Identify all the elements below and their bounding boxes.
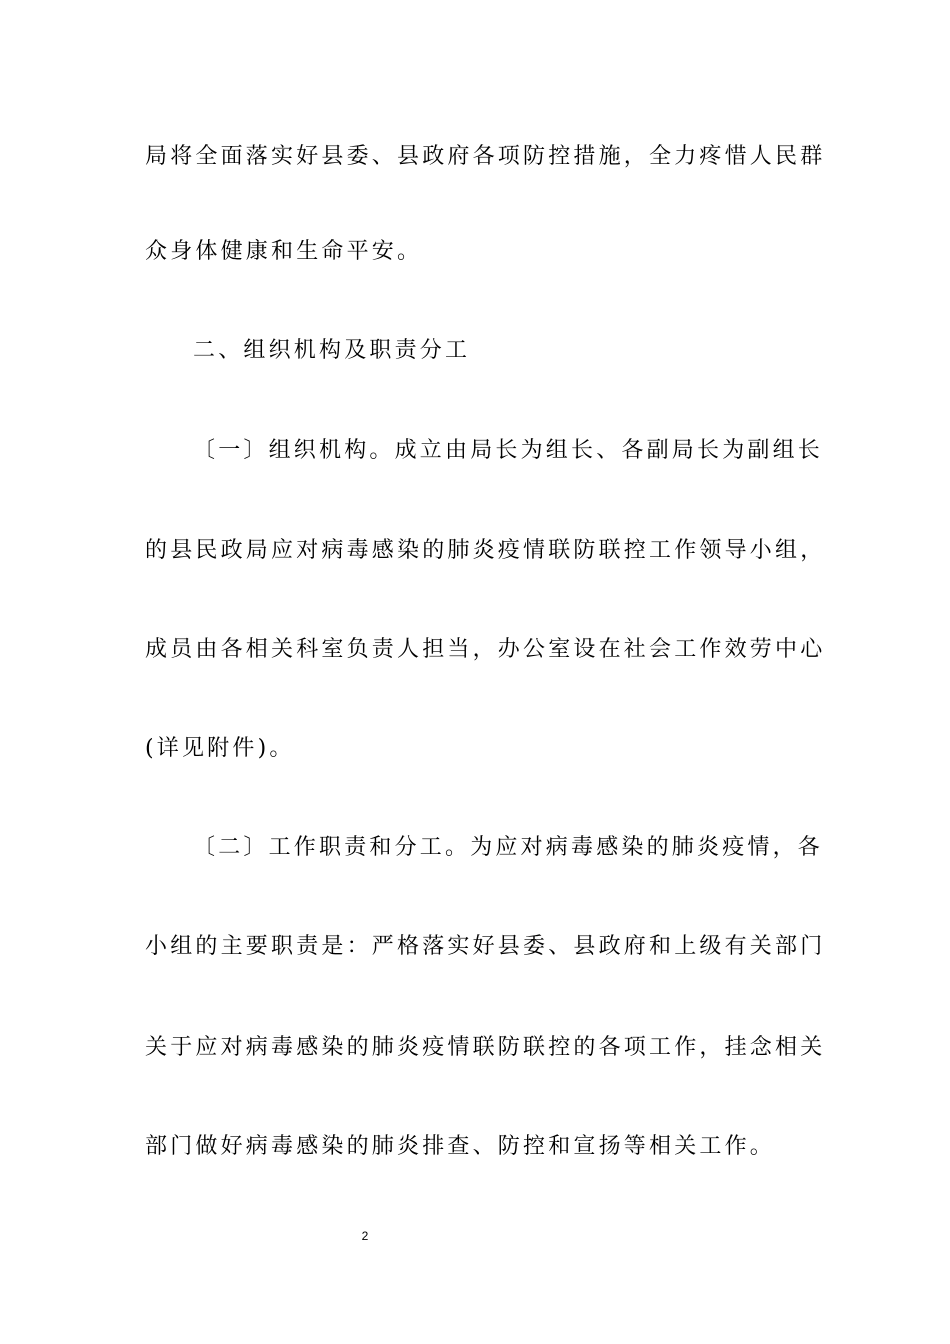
body-line-7: (详见附件)。 — [145, 736, 295, 761]
body-line-5: 的县民政局应对病毒感染的肺炎疫情联防联控工作领导小组， — [145, 538, 826, 563]
page-number: 2 — [361, 1229, 369, 1243]
body-line-9: 小组的主要职责是：严格落实好县委、县政府和上级有关部门 — [145, 934, 826, 959]
body-line-6: 成员由各相关科室负责人担当，办公室设在社会工作效劳中心 — [145, 637, 826, 662]
body-line-10: 关于应对病毒感染的肺炎疫情联防联控的各项工作，挂念相关 — [145, 1035, 826, 1060]
body-line-4: 〔一〕组织机构。成立由局长为组长、各副局长为副组长 — [193, 438, 824, 463]
section-heading: 二、组织机构及职责分工 — [193, 338, 471, 363]
body-line-1: 局将全面落实好县委、县政府各项防控措施，全力疼惜人民群 — [145, 144, 826, 169]
body-line-8: 〔二〕工作职责和分工。为应对病毒感染的肺炎疫情，各 — [193, 835, 824, 860]
body-line-2: 众身体健康和生命平安。 — [145, 239, 423, 264]
body-line-11: 部门做好病毒感染的肺炎排查、防控和宣扬等相关工作。 — [145, 1134, 776, 1159]
